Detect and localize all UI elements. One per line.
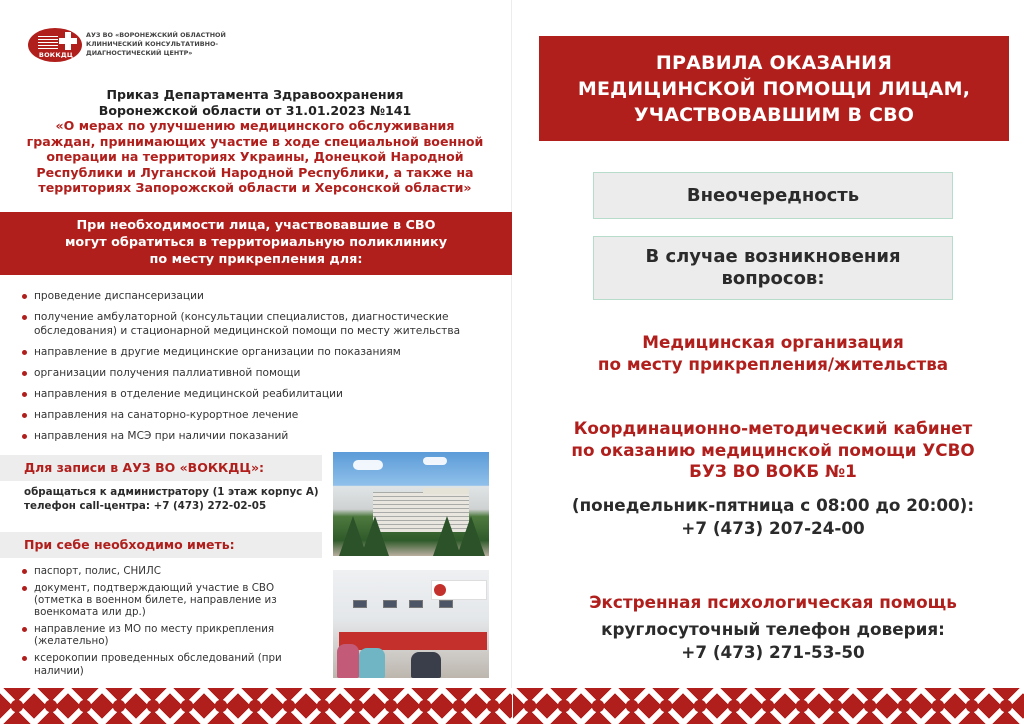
medical-organization: Медицинская организация по месту прикрепления/жительства (597, 332, 949, 374)
bullet-icon (22, 586, 27, 591)
list-item: документ, подтверждающий участие в СВО (отметка в военном билете, направление из военкомата или др.) (22, 582, 322, 619)
order-title (20, 87, 490, 118)
order-title-line1: Приказ Департамента Здравоохранения (106, 87, 404, 102)
organization-name: АУЗ ВО «ВОРОНЕЖСКИЙ ОБЛАСТНОЙ КЛИНИЧЕСКИЙ КОНСУЛЬТАТИВНО-ДИАГНОСТИЧЕСКИЙ ЦЕНТР» (86, 31, 226, 57)
documents-list (22, 565, 322, 681)
monitor-icon (383, 600, 397, 608)
list-item: направление в другие медицинские организации по показаниям (22, 345, 507, 360)
coordination-office: Координационно-методический кабинет по оказанию медицинской помощи УСВО БУЗ ВО ВОКБ №1 (571, 418, 975, 481)
order-title-line2: Воронежской области от 31.01.2023 №141 (98, 102, 412, 118)
services-list (22, 289, 507, 450)
main-title-banner (539, 36, 1009, 141)
trust-hotline-phone[interactable]: +7 (473) 271-53-50 (681, 641, 865, 662)
reception-counter (339, 632, 487, 650)
tree-shape (457, 516, 485, 556)
monitor-icon (439, 600, 453, 608)
title-line2: МЕДИЦИНСКОЙ ПОМОЩИ ЛИЦАМ, (577, 78, 971, 100)
cloud-shape (353, 460, 383, 470)
call-center-phone[interactable]: телефон call-центра: +7 (473) 272-02-05 (24, 500, 267, 512)
priority-box: Внеочередность (593, 172, 953, 219)
person-shape (359, 648, 385, 678)
banner-line2: могут обратиться в территориальную поликлинику (64, 235, 448, 250)
right-panel (513, 0, 1024, 724)
bullet-icon (22, 413, 27, 418)
monitor-icon (353, 600, 367, 608)
polyclinic-banner (0, 212, 512, 275)
list-item: проведение диспансеризации (22, 289, 507, 304)
registration-heading: Для записи в АУЗ ВО «ВОККДЦ»: (0, 455, 322, 481)
medical-cross-icon-bar (59, 38, 77, 44)
bullet-icon (22, 392, 27, 397)
list-item: направления на МСЭ при наличии показаний (22, 429, 507, 444)
psych-help-heading: Экстренная психологическая помощь (589, 592, 957, 612)
documents-heading: При себе необходимо иметь: (0, 532, 322, 558)
title-line3: УЧАСТВОВАВШИМ В СВО (633, 104, 915, 126)
coordination-phone[interactable]: +7 (473) 207-24-00 (681, 517, 865, 538)
registration-info (24, 485, 324, 513)
coordination-hours (533, 494, 1013, 539)
cloud-shape (423, 457, 447, 465)
trust-hotline-label: круглосуточный телефон доверия: (601, 619, 945, 639)
monitor-icon (409, 600, 423, 608)
sign-logo-icon (434, 584, 446, 596)
bullet-icon (22, 315, 27, 320)
bullet-icon (22, 294, 27, 299)
banner-line1: При необходимости лица, участвовавшие в СВО (76, 218, 436, 233)
building-photo (333, 452, 489, 556)
title-line1: ПРАВИЛА ОКАЗАНИЯ (655, 52, 893, 74)
bullet-icon (22, 569, 27, 574)
person-shape (411, 652, 441, 678)
bullet-icon (22, 350, 27, 355)
tree-shape (361, 516, 389, 556)
bullet-icon (22, 371, 27, 376)
registration-admin: обращаться к администратору (1 этаж корпус А) (24, 486, 319, 498)
questions-line1: В случае возникновения (645, 246, 901, 267)
banner-line3: по месту прикрепления для: (149, 252, 363, 267)
trust-hotline (533, 618, 1013, 663)
ornament-band-left (0, 688, 512, 724)
person-shape (337, 644, 359, 678)
ornament-band-right (513, 688, 1024, 724)
building-roof-shape (423, 488, 469, 494)
schedule-text: (понедельник-пятница с 08:00 до 20:00): (571, 495, 975, 515)
list-item: получение амбулаторной (консультации специалистов, диагностические обследования) и стационарной медицинской помощи по месту жительства (22, 310, 507, 339)
logo-abbr: ВОККДЦ (38, 51, 74, 59)
wall-sign (431, 580, 487, 600)
vokkdc-logo (28, 28, 82, 62)
list-item: направление из МО по месту прикрепления (желательно) (22, 623, 322, 648)
bullet-icon (22, 627, 27, 632)
order-quote: «О мерах по улучшению медицинского обслуживания граждан, принимающих участие в ходе специальной военной операции на территориях Украины, Донецкой Народной Республики и Луганской Народной Республики, а также на территориях Запорожской области и Херсонской области» (26, 118, 484, 195)
list-item: ксерокопии проведенных обследований (при наличии) (22, 652, 322, 677)
questions-line2: вопросов: (721, 268, 825, 289)
list-item: организации получения паллиативной помощи (22, 366, 507, 381)
list-item: направления на санаторно-курортное лечение (22, 408, 507, 423)
building-icon (38, 35, 58, 49)
bullet-icon (22, 656, 27, 661)
list-item: паспорт, полис, СНИЛС (22, 565, 322, 577)
questions-box (593, 236, 953, 300)
reception-hall-photo (333, 570, 489, 678)
list-item: направления в отделение медицинской реабилитации (22, 387, 507, 402)
bullet-icon (22, 434, 27, 439)
